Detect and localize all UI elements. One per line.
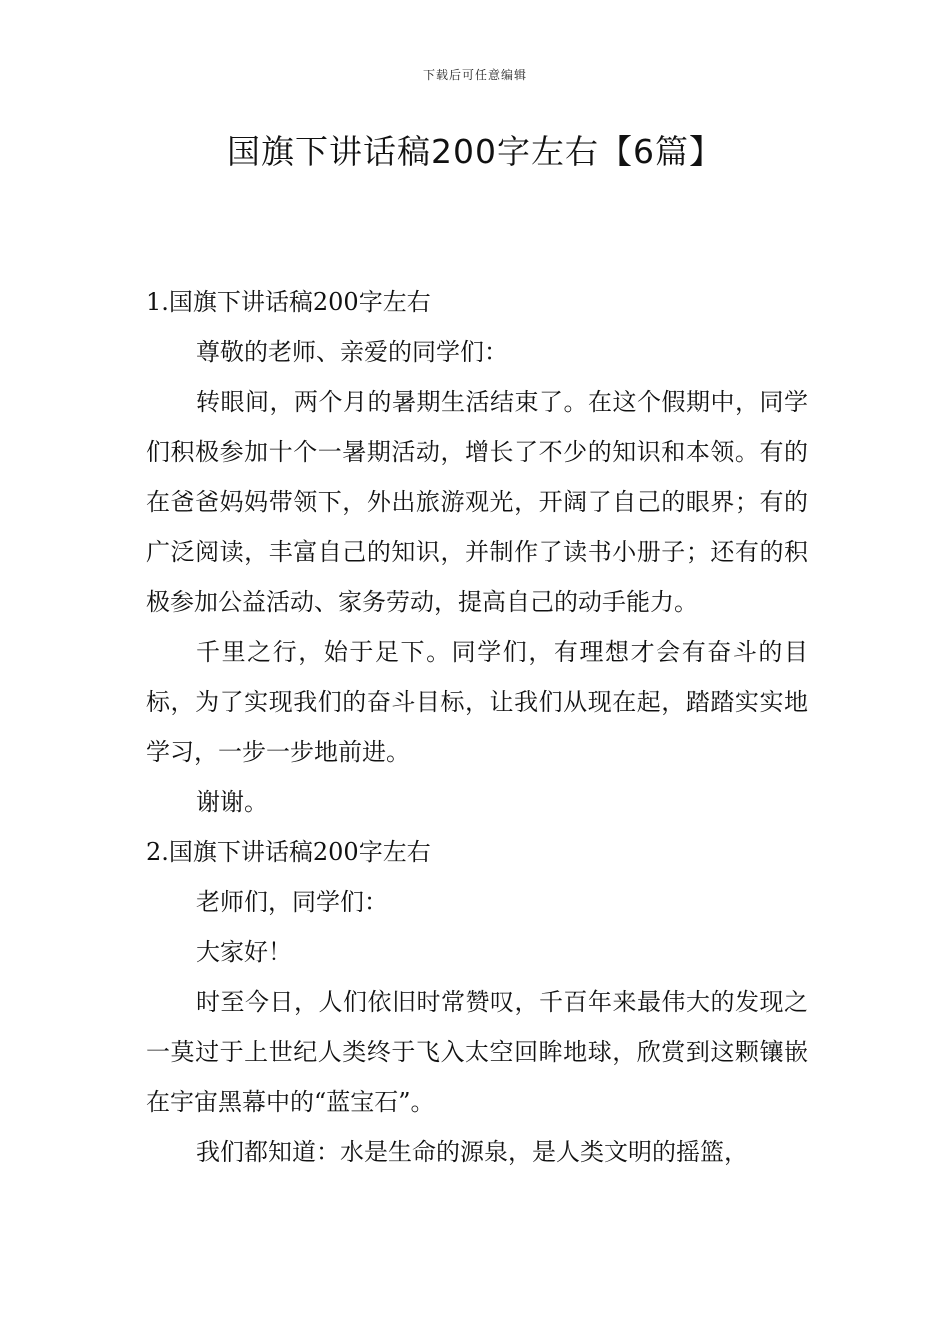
paragraph: 我们都知道：水是生命的源泉，是人类文明的摇篮， xyxy=(196,1138,748,1166)
paragraph: 老师们，同学们： xyxy=(196,888,388,916)
header-note: 下载后可任意编辑 xyxy=(422,68,527,82)
document-title: 国旗下讲话稿200字左右【6篇】 xyxy=(227,132,723,171)
paragraph: 谢谢。 xyxy=(196,788,268,816)
document-body xyxy=(146,277,808,1177)
paragraph: 千里之行，始于足下。同学们，有理想才会有奋斗的目标，为了实现我们的奋斗目标，让我们从现在起，踏踏实实地学习，一步一步地前进。 xyxy=(146,638,808,766)
paragraph: 尊敬的老师、亲爱的同学们： xyxy=(196,338,508,366)
paragraph: 转眼间，两个月的暑期生活结束了。在这个假期中，同学们积极参加十个一暑期活动，增长了不少的知识和本领。有的在爸爸妈妈带领下，外出旅游观光，开阔了自己的眼界；有的广泛阅读，丰富自己的知识，并制作了读书小册子；还有的积极参加公益活动、家务劳动，提高自己的动手能力。 xyxy=(146,388,808,616)
section-heading: 2.国旗下讲话稿200字左右 xyxy=(146,838,431,866)
paragraph: 大家好！ xyxy=(196,938,292,966)
section-heading: 1.国旗下讲话稿200字左右 xyxy=(146,288,431,316)
paragraph: 时至今日，人们依旧时常赞叹，千百年来最伟大的发现之一莫过于上世纪人类终于飞入太空回眸地球，欣赏到这颗镶嵌在宇宙黑幕中的“蓝宝石”。 xyxy=(146,988,808,1116)
